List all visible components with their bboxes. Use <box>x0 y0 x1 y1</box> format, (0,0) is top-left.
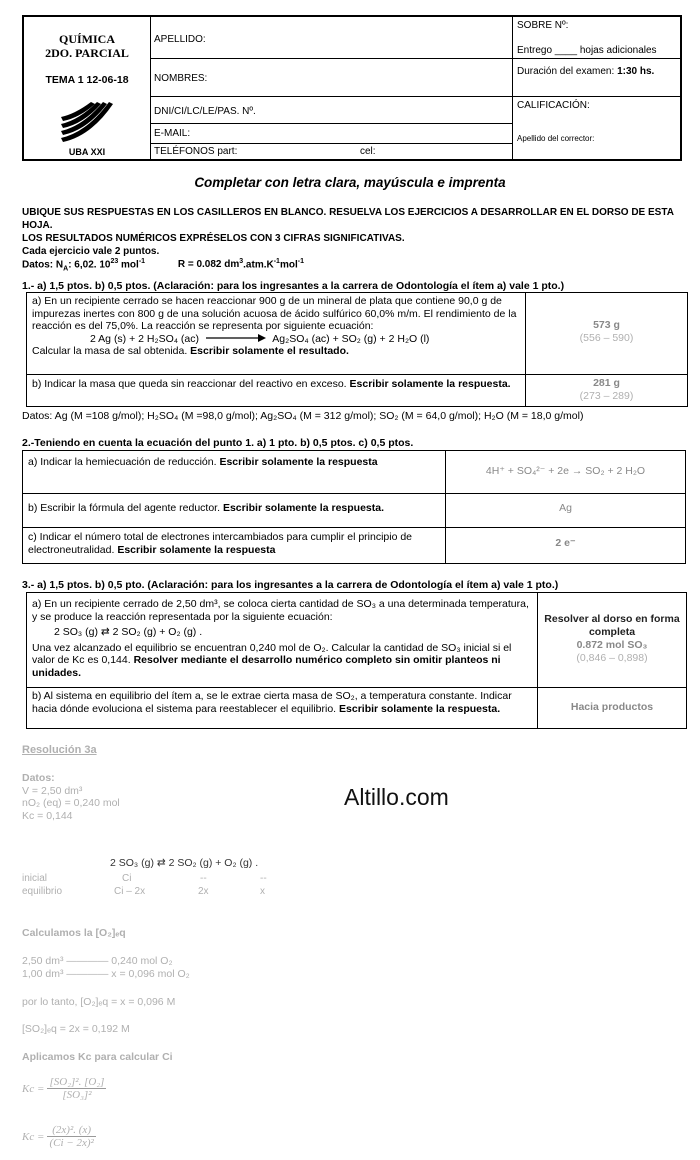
ex2c-answer[interactable]: 2 e⁻ <box>555 537 576 549</box>
ex1a-answer-cell[interactable] <box>526 319 687 345</box>
ex2a-answer[interactable]: 4H⁺ + SO₄²⁻ + 2e → SO₂ + 2 H₂O <box>485 465 646 477</box>
student-fields <box>150 17 513 159</box>
subject-title: QUÍMICA <box>59 32 115 46</box>
ex3-title: 3.- a) 1,5 ptos. b) 0,5 pto. (Aclaración: para los ingresantes a la carrera de Odontología el ítem a) vale 1 pto.) <box>22 579 559 591</box>
dni-field[interactable]: DNI/CI/LC/LE/PAS. Nº. <box>150 97 512 124</box>
aplicamos-title: Aplicamos Kc para calcular Ci <box>22 1051 173 1063</box>
arrow-right-icon <box>206 334 266 342</box>
instruction-3: Cada ejercicio vale 2 puntos. <box>22 246 160 257</box>
ex1b-range: (273 – 289) <box>579 390 634 402</box>
resolucion-title: Resolución 3a <box>22 744 97 756</box>
kc-formula-2: Kc = $\frac{\text{(2x)². (x)}}{\text{(Ci − 2x)²}}$ <box>22 1124 94 1149</box>
instructions <box>22 206 692 258</box>
calc-o2-result: por lo tanto, [O₂]ₑq = x = 0,096 M <box>22 996 176 1008</box>
cel-label: cel: <box>360 146 376 157</box>
calc-o2-title: Calculamos la [O₂]ₑq <box>22 927 126 939</box>
ex2-title: 2.-Teniendo en cuenta la ecuación del punto 1. a) 1 pto. b) 0,5 ptos. c) 0,5 ptos. <box>22 437 414 449</box>
exam-info <box>512 17 680 159</box>
ex1-title: 1.- a) 1,5 ptos. b) 0,5 ptos. (Aclaración: para los ingresantes a la carrera de Odontología el ítem a) vale 1 pto.) <box>22 280 565 292</box>
watermark: Altillo.com <box>344 784 449 810</box>
subtitle: Completar con letra clara, mayúscula e imprenta <box>194 175 506 190</box>
ex3a-range: (0,846 – 0,898) <box>576 652 648 664</box>
ex2b-question: b) Escribir la fórmula del agente reductor. Escribir solamente la respuesta. <box>28 502 385 514</box>
tema-label: TEMA 1 12-06-18 <box>45 74 129 86</box>
calc-o2-lines: 2,50 dm³ ———— 0,240 mol O₂ 1,00 dm³ ———— x = 0,096 mol O₂ <box>22 955 190 980</box>
telefonos-label: TELÉFONOS part: <box>154 146 238 157</box>
header-logo-block <box>24 17 151 159</box>
uba-logo-icon <box>57 98 117 142</box>
apellido-field[interactable]: APELLIDO: <box>150 17 512 59</box>
calc-so2-result: [SO₂]ₑq = 2x = 0,192 M <box>22 1023 130 1035</box>
logo-text: UBA XXI <box>68 147 106 157</box>
resolucion-datos: Datos: V = 2,50 dm³ nO₂ (eq) = 0,240 mol Kc = 0,144 <box>22 772 120 822</box>
ex3a-question: a) En un recipiente cerrado de 2,50 dm³, se coloca cierta cantidad de SO₃ a una determinada temperatura, y se produce la reacción representada por la siguiente ecuación: 2 SO₃ (g) ⇄ 2 SO₂ (g) + O₂ (g) . Una vez alcanzado el equilibrio se encuentran 0,240 mol de O₂. Calcular la cantidad de SO₃ inicial si el valor de Kc es 0,144. Resolver mediante el desarrollo numérico completo sin omitir planteos ni unidades. <box>32 598 529 679</box>
datos-generales: Datos: $N_A$: 6,02. $10^{23}$ mol$^{-1}$ R = 0.082 $dm^3.atm.K^{-1}mol^{-1}$ <box>22 258 304 273</box>
instruction-1: UBIQUE SUS RESPUESTAS EN LOS CASILLEROS EN BLANCO. RESUELVA LOS EJERCICIOS A DESARROLLAR EN EL DORSO DE ESTA HOJA. <box>22 207 674 231</box>
calificacion-label: CALIFICACIÓN: <box>517 100 590 111</box>
ex3a-answer-cell[interactable] <box>538 613 686 665</box>
exam-title: 2DO. PARCIAL <box>45 46 129 60</box>
ex1-datos: Datos: Ag (M =108 g/mol); H₂SO₄ (M =98,0 g/mol); Ag₂SO₄ (M = 312 g/mol); SO₂ (M = 64,0 g/mol); H₂O (M = 18,0 g/mol) <box>22 410 584 422</box>
ex2c-question: c) Indicar el número total de electrones intercambiados para cumplir el principio de electroneutralidad. Escribir solamente la respuesta <box>28 531 413 556</box>
ex1b-question: b) Indicar la masa que queda sin reaccionar del reactivo en exceso. Escribir solamente la respuesta. <box>32 378 511 390</box>
exam-header <box>22 15 682 161</box>
ex2b-answer[interactable]: Ag <box>559 502 572 514</box>
duracion-label: Duración del examen: 1:30 hs. <box>517 66 655 77</box>
resolucion-equation: 2 SO₃ (g) ⇄ 2 SO₂ (g) + O₂ (g) . <box>110 857 259 869</box>
ice-table: inicial Ci -- -- equilibrio Ci – 2x 2x x <box>22 873 267 897</box>
ex3a-answer: 0.872 mol SO₃ <box>576 639 648 651</box>
telefonos-field[interactable] <box>150 144 512 159</box>
ex1b-answer: 281 g <box>593 377 620 389</box>
ex1a-question: a) En un recipiente cerrado se hacen reaccionar 900 g de un mineral de plata que contiene 90,0 g de impurezas inertes con 800 g de una solución acuosa de ácido sulfúrico 60,0% m/m. El rendimiento de la reacción es del 75,0%. La reacción se representa por siguiente ecuación: 2 Ag (s) + 2 H₂SO₄ (ac) Ag₂SO₄ (ac) + SO₂ (g) + 2 H₂O (l) Calcular la masa de sal obtenida. Escribir solamente el resultado. <box>32 295 517 357</box>
ex1a-range: (556 – 590) <box>579 332 634 344</box>
ex1-box <box>26 292 688 407</box>
ex3b-answer[interactable]: Hacia productos <box>570 701 654 713</box>
email-field[interactable]: E-MAIL: <box>150 124 512 144</box>
ex2-box <box>22 450 686 564</box>
sobre-label: SOBRE Nº: <box>517 20 569 31</box>
corrector-label: Apellido del corrector: <box>517 134 595 143</box>
instruction-2: LOS RESULTADOS NUMÉRICOS EXPRÉSELOS CON 3 CIFRAS SIGNIFICATIVAS. <box>22 233 405 244</box>
ex1a-answer: 573 g <box>593 319 620 331</box>
ex3a-answer-instruction: Resolver al dorso en forma completa <box>544 613 680 638</box>
kc-formula-1: Kc = $\frac{\text{[SO₂]². [O₂]}}{\text{[SO₃]²}}$ <box>22 1076 105 1101</box>
ex3b-question: b) Al sistema en equilibrio del ítem a, se le extrae cierta masa de SO₂, a temperatura constante. Indicar hacia dónde evoluciona el sistema para reestablecer el equilibrio. Escribir solamente la respuesta. <box>32 690 512 715</box>
ex1b-answer-cell[interactable] <box>526 377 687 403</box>
nombres-field[interactable]: NOMBRES: <box>150 59 512 97</box>
ex3-box <box>26 592 687 729</box>
ex2a-question: a) Indicar la hemiecuación de reducción. Escribir solamente la respuesta <box>28 456 378 468</box>
entrego-label: Entrego ____ hojas adicionales <box>517 45 657 56</box>
